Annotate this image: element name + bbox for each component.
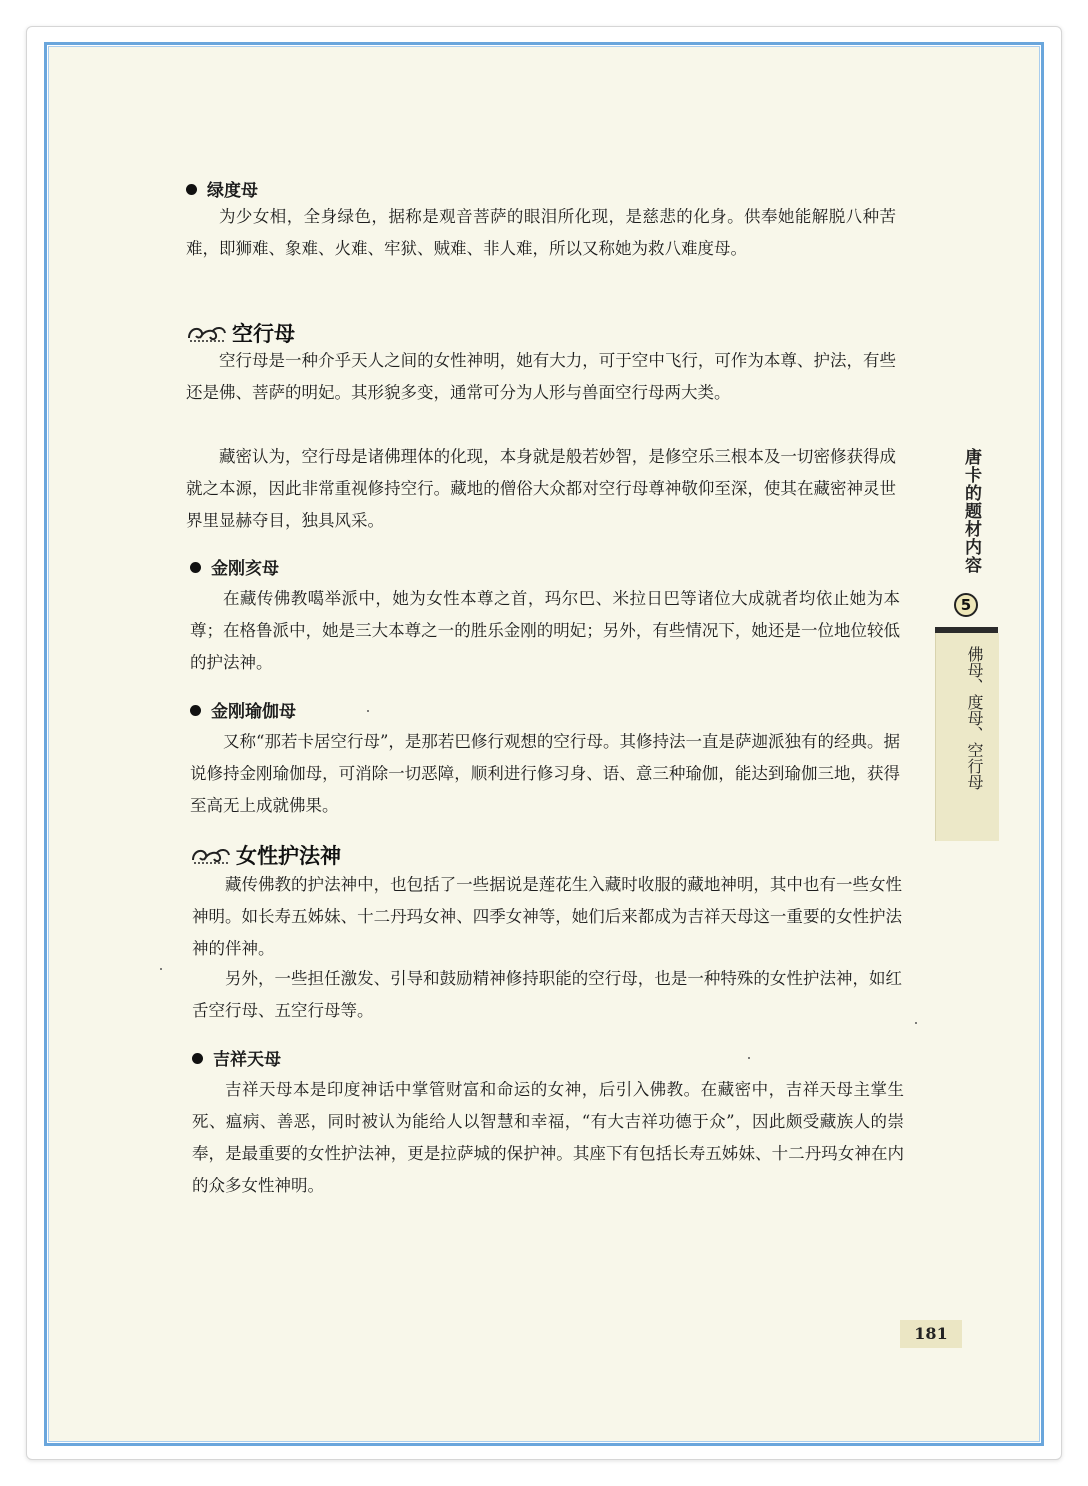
paragraph: 空行母是一种介乎天人之间的女性神明，她有大力，可于空中飞行，可作为本尊、护法，有些还是佛、菩萨的明妃。其形貌多变，通常可分为人形与兽面空行母两大类。	[186, 351, 896, 402]
cloud-ornament-icon	[186, 322, 228, 344]
heading-jingang-yujiamu: 金刚瑜伽母	[190, 697, 296, 722]
heading-lvdumu: 绿度母	[186, 176, 258, 201]
scan-speck	[748, 1057, 750, 1059]
scan-speck	[367, 710, 369, 712]
scan-speck	[915, 1022, 917, 1024]
chapter-number-badge: 5	[954, 593, 978, 617]
section-heading-nvxing-hufashen: 女性护法神	[190, 840, 341, 870]
bullet-icon	[186, 184, 197, 195]
paragraph: 在藏传佛教噶举派中，她为女性本尊之首，玛尔巴、米拉日巴等诸位大成就者均依止她为本尊；在格鲁派中，她是三大本尊之一的胜乐金刚的明妃；另外，有些情况下，她还是一位地位较低的护法神。	[190, 589, 900, 672]
bullet-icon	[192, 1053, 203, 1064]
paragraph: 藏密认为，空行母是诸佛理体的化现，本身就是般若妙智，是修空乐三根本及一切密修获得成就之本源，因此非常重视修持空行。藏地的僧俗大众都对空行母尊神敬仰至深，使其在藏密神灵世界里显赫夺目，独具风采。	[186, 447, 896, 530]
cloud-ornament-icon	[190, 844, 232, 866]
section-heading-kongxingmu: 空行母	[186, 318, 295, 348]
paragraph: 藏传佛教的护法神中，也包括了一些据说是莲花生入藏时收服的藏地神明，其中也有一些女性神明。如长寿五姊妹、十二丹玛女神、四季女神等，她们后来都成为吉祥天母这一重要的女性护法神的伴神。	[192, 875, 902, 958]
bullet-icon	[190, 705, 201, 716]
heading-jixiang-tianmu: 吉祥天母	[192, 1045, 281, 1070]
paragraph: 为少女相，全身绿色，据称是观音菩萨的眼泪所化现，是慈悲的化身。供奉她能解脱八种苦难，即狮难、象难、火难、牢狱、贼难、非人难，所以又称她为救八难度母。	[186, 207, 896, 258]
bullet-icon	[190, 562, 201, 573]
page-number: 181	[900, 1320, 962, 1348]
scan-speck	[160, 968, 162, 970]
paragraph: 吉祥天母本是印度神话中掌管财富和命运的女神，后引入佛教。在藏密中，吉祥天母主掌生死、瘟病、善恶，同时被认为能给人以智慧和幸福，“有大吉祥功德于众”，因此颇受藏族人的崇奉，是最重要的女性护法神，更是拉萨城的保护神。其座下有包括长寿五姊妹、十二丹玛女神在内的众多女性神明。	[192, 1080, 904, 1195]
paragraph: 另外，一些担任激发、引导和鼓励精神修持职能的空行母，也是一种特殊的女性护法神，如红舌空行母、五空行母等。	[192, 969, 902, 1020]
paragraph: 又称“那若卡居空行母”，是那若巴修行观想的空行母。其修持法一直是萨迦派独有的经典。据说修持金刚瑜伽母，可消除一切恶障，顺利进行修习身、语、意三种瑜伽，能达到瑜伽三地，获得至高无上成就佛果。	[190, 732, 900, 815]
chapter-subtitle: 佛母、度母、空行母	[965, 646, 984, 790]
chapter-title: 唐卡的题材内容	[961, 448, 981, 574]
heading-jingang-haimu: 金刚亥母	[190, 554, 279, 579]
